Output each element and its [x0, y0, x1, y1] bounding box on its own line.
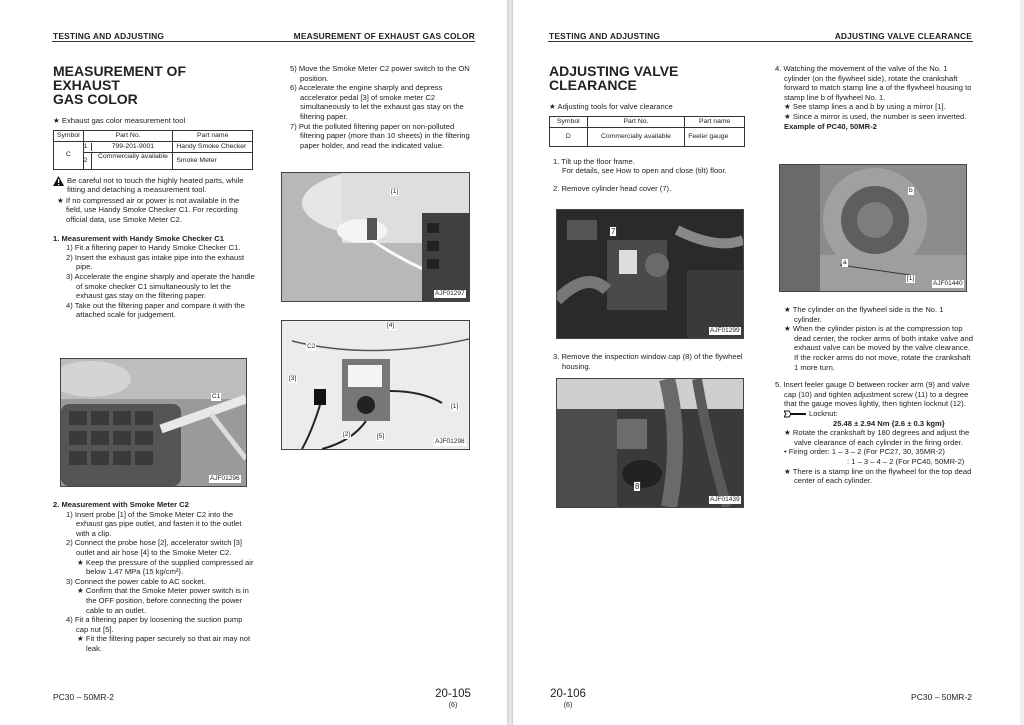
photo-r3-label-mirror: [1]	[907, 275, 915, 282]
firing-order-1: • Firing order: 1 – 3 – 2 (For PC27, 30, 35MR-2)	[784, 447, 945, 457]
step5: 5. Insert feeler gauge D between rocker arm (9) and valve cap (10) and tighten adjustment screw (11) to a degree that the gauge moves lightly, then tighten locknut (12).	[775, 380, 970, 409]
step1-sub: For details, see How to open and close (tilt) floor.	[562, 166, 727, 176]
photo-r3-code: AJF01440	[933, 280, 963, 287]
left-tool-table	[53, 130, 253, 170]
step1: 1. Tilt up the floor frame.	[553, 156, 635, 166]
right-header-topic: ADJUSTING VALVE CLEARANCE	[834, 31, 972, 41]
table-row2-part-no: 2 Commercially available	[83, 152, 173, 169]
photo3-code: AJF01298	[435, 438, 465, 445]
wrench-icon	[784, 410, 806, 418]
left-header-section: TESTING AND ADJUSTING	[53, 31, 165, 41]
table-row1-num: 1	[84, 143, 93, 151]
table-symbol-cell	[54, 141, 84, 169]
flywheel-note1: ★ The cylinder on the flywheel side is the No. 1 cylinder.	[784, 305, 944, 324]
photo3-label-3: [3]	[289, 375, 297, 382]
left-column-2	[277, 64, 477, 150]
photo2-code: AJF01297	[435, 290, 465, 297]
left-tool-heading: ★ Exhaust gas color measurement tool	[53, 116, 186, 125]
left-header-topic: MEASUREMENT OF EXHAUST GAS COLOR	[293, 31, 475, 41]
table-row2-num: 2	[84, 153, 93, 169]
photo-r2-label-8: 8	[635, 482, 640, 491]
section2-step6: 6) Accelerate the engine sharply and depress accelerator pedal [3] of smoke meter C2 simultaneously to let the exhaust gas stay on the filtering paper.	[290, 83, 464, 121]
torque-value: 25.48 ± 2.94 Nm {2.6 ± 0.3 kgm}	[833, 418, 945, 428]
table-row1-part-no: 1 799-201-9001	[83, 141, 173, 152]
photo3-label-5: [5]	[377, 433, 385, 440]
rtable-header-part-no: Part No.	[587, 116, 685, 127]
warning-text: Be careful not to touch the highly heated parts, while fitting and detaching a measurement tool.	[67, 175, 244, 195]
photo2-label-1: [1]	[391, 188, 399, 195]
example-caption: Example of PC40, 50MR-2	[784, 121, 877, 131]
section2-step4: 4) Fit a filtering paper by loosening the suction pump cap nut [5].	[66, 615, 243, 634]
photo-cylinder-head	[556, 209, 744, 339]
photo3-label-4: [4]	[387, 322, 395, 329]
photo1-label-c1: C1	[212, 393, 221, 400]
photo3-label-2: [2]	[343, 431, 351, 438]
photo-r1-label-7: 7	[611, 227, 616, 236]
rtable-symbol: D	[550, 127, 588, 146]
section1-title: 1. Measurement with Handy Smoke Checker C1	[53, 233, 224, 243]
step4: 4. Watching the movement of the valve of the No. 1 cylinder (on the flywheel side), rotate the crankshaft forward to match stamp line a of the flywheel housing to stamp line b of flywheel No. 1.	[775, 64, 972, 102]
right-tool-heading: ★ Adjusting tools for valve clearance	[549, 102, 673, 111]
section2-step5: 5) Move the Smoke Meter C2 power switch to the ON position.	[290, 64, 470, 83]
section2-step2-note: ★ Keep the pressure of the supplied compressed air below 1.47 MPa {15 kg/cm²}.	[77, 557, 254, 577]
left-page-number: 20-105 (6)	[428, 689, 478, 711]
rtable-header-part-name: Part name	[685, 116, 745, 127]
step3: 3. Remove the inspection window cap (8) of the flywheel housing.	[553, 352, 743, 371]
table-header-symbol: Symbol	[54, 130, 84, 141]
left-page-revision: (6)	[448, 702, 458, 709]
right-column-1	[549, 64, 749, 193]
photo-probe-installed	[281, 172, 470, 302]
left-page	[0, 0, 507, 725]
right-footer-model: PC30 – 50MR-2	[911, 692, 972, 702]
section1-step4: 4) Take out the filtering paper and compare it with the attached scale for judgement.	[66, 300, 245, 320]
right-tool-table	[549, 116, 745, 147]
step4-note2: ★ Since a mirror is used, the number is seen inverted.	[784, 111, 967, 121]
right-page-title-line1: ADJUSTING VALVE	[549, 63, 679, 79]
photo-r2-code: AJF01439	[710, 496, 740, 503]
section1-step2: 2) Insert the exhaust gas intake pipe into the exhaust pipe.	[66, 252, 245, 272]
right-column-2-lower	[771, 305, 973, 486]
right-page-revision: (6)	[563, 702, 573, 709]
right-page-number: 20-106 (6)	[543, 689, 593, 711]
section2-step2: 2) Connect the probe hose [2], accelerator switch [3] outlet and air hose [4] to the Smoke Meter C2.	[66, 538, 243, 557]
right-header-section: TESTING AND ADJUSTING	[549, 31, 661, 41]
rtable-part-name: Feeler gauge	[685, 127, 745, 146]
rtable-part-no: Commercially available	[587, 127, 685, 146]
section1-step3: 3) Accelerate the engine sharply and operate the handle of smoke checker C1 simultaneously to let the exhaust gas stay on the filtering paper.	[66, 271, 255, 301]
photo-handy-smoke-checker	[60, 358, 247, 487]
photo3-label-c2: C2	[307, 343, 316, 350]
left-column-1	[53, 64, 255, 320]
compressed-air-note: ★ If no compressed air or power is not available in the field, use Handy Smoke Checker C1. For recording official data, use Smoke Meter C2.	[57, 195, 240, 224]
step4-note1: ★ See stamp lines a and b by using a mirror [1].	[784, 102, 946, 112]
section1-step1: 1) Fit a filtering paper to Handy Smoke Checker C1.	[66, 243, 241, 253]
locknut-row	[771, 409, 973, 419]
flywheel-note2: ★ When the cylinder piston is at the compression top dead center, the rocker arms of both intake valve and exhaust valve can be moved by the valve clearance. If the rocker arms do not move, rotate the crankshaft 1 more turn.	[784, 324, 973, 372]
section2-step4-note: ★ Fit the filtering paper securely so that air may not leak.	[77, 634, 251, 653]
table-header-part-no: Part No.	[83, 130, 173, 141]
right-column-2	[771, 64, 973, 131]
left-footer-model: PC30 – 50MR-2	[53, 692, 114, 702]
table-symbol: C	[65, 151, 71, 159]
photo-r1-code: AJF01299	[710, 327, 740, 334]
photo-flywheel	[779, 164, 967, 292]
step5-note1: ★ Rotate the crankshaft by 180 degrees and adjust the valve clearance of each cylinder in the firing order.	[784, 428, 970, 447]
locknut-label: Locknut:	[809, 408, 838, 418]
left-header-rule	[52, 41, 475, 42]
table-header-part-name: Part name	[173, 130, 253, 141]
photo-smoke-meter	[281, 320, 470, 450]
section2-title: 2. Measurement with Smoke Meter C2	[53, 500, 189, 509]
section2-step7: 7) Put the polluted filtering paper on non-polluted filtering paper (more than 10 sheets) in the filtering paper holder, and read the indicated value.	[290, 121, 470, 150]
table-row1-part-name: Handy Smoke Checker	[173, 141, 253, 152]
left-page-title-line1: MEASUREMENT OF EXHAUST	[53, 63, 186, 93]
photo-inspection-window	[556, 378, 744, 508]
right-page-title-line2: CLEARANCE	[549, 77, 637, 93]
left-page-title-line2: GAS COLOR	[53, 91, 138, 107]
photo3-label-1: [1]	[451, 403, 459, 410]
section2-step3-note: ★ Confirm that the Smoke Meter power switch is in the OFF position, before connecting the power cable to an outlet.	[77, 586, 249, 615]
stamp-line-note: ★ There is a stamp line on the flywheel for the top dead center of each cylinder.	[784, 466, 972, 486]
photo-r3-label-b: b	[909, 187, 913, 194]
step2: 2. Remove cylinder head cover (7).	[553, 183, 672, 193]
section2-step3: 3) Connect the power cable to AC socket.	[66, 576, 206, 586]
rtable-header-symbol: Symbol	[550, 116, 588, 127]
photo1-code: AJF01296	[210, 475, 240, 482]
left-section2	[53, 500, 255, 654]
warning-icon	[53, 176, 64, 186]
firing-order-2: : 1 – 3 – 4 – 2 (For PC40, 50MR-2)	[847, 456, 965, 466]
right-step3-block	[549, 352, 749, 371]
warning-block	[53, 176, 255, 195]
section2-step1: 1) Insert probe [1] of the Smoke Meter C2 into the exhaust gas pipe outlet, and fasten it to the outlet with a clip.	[66, 509, 242, 538]
right-header-rule	[548, 41, 973, 42]
photo-r3-label-a: a	[843, 259, 847, 266]
right-page	[513, 0, 1020, 725]
table-row2-part-name: Smoke Meter	[173, 152, 253, 169]
